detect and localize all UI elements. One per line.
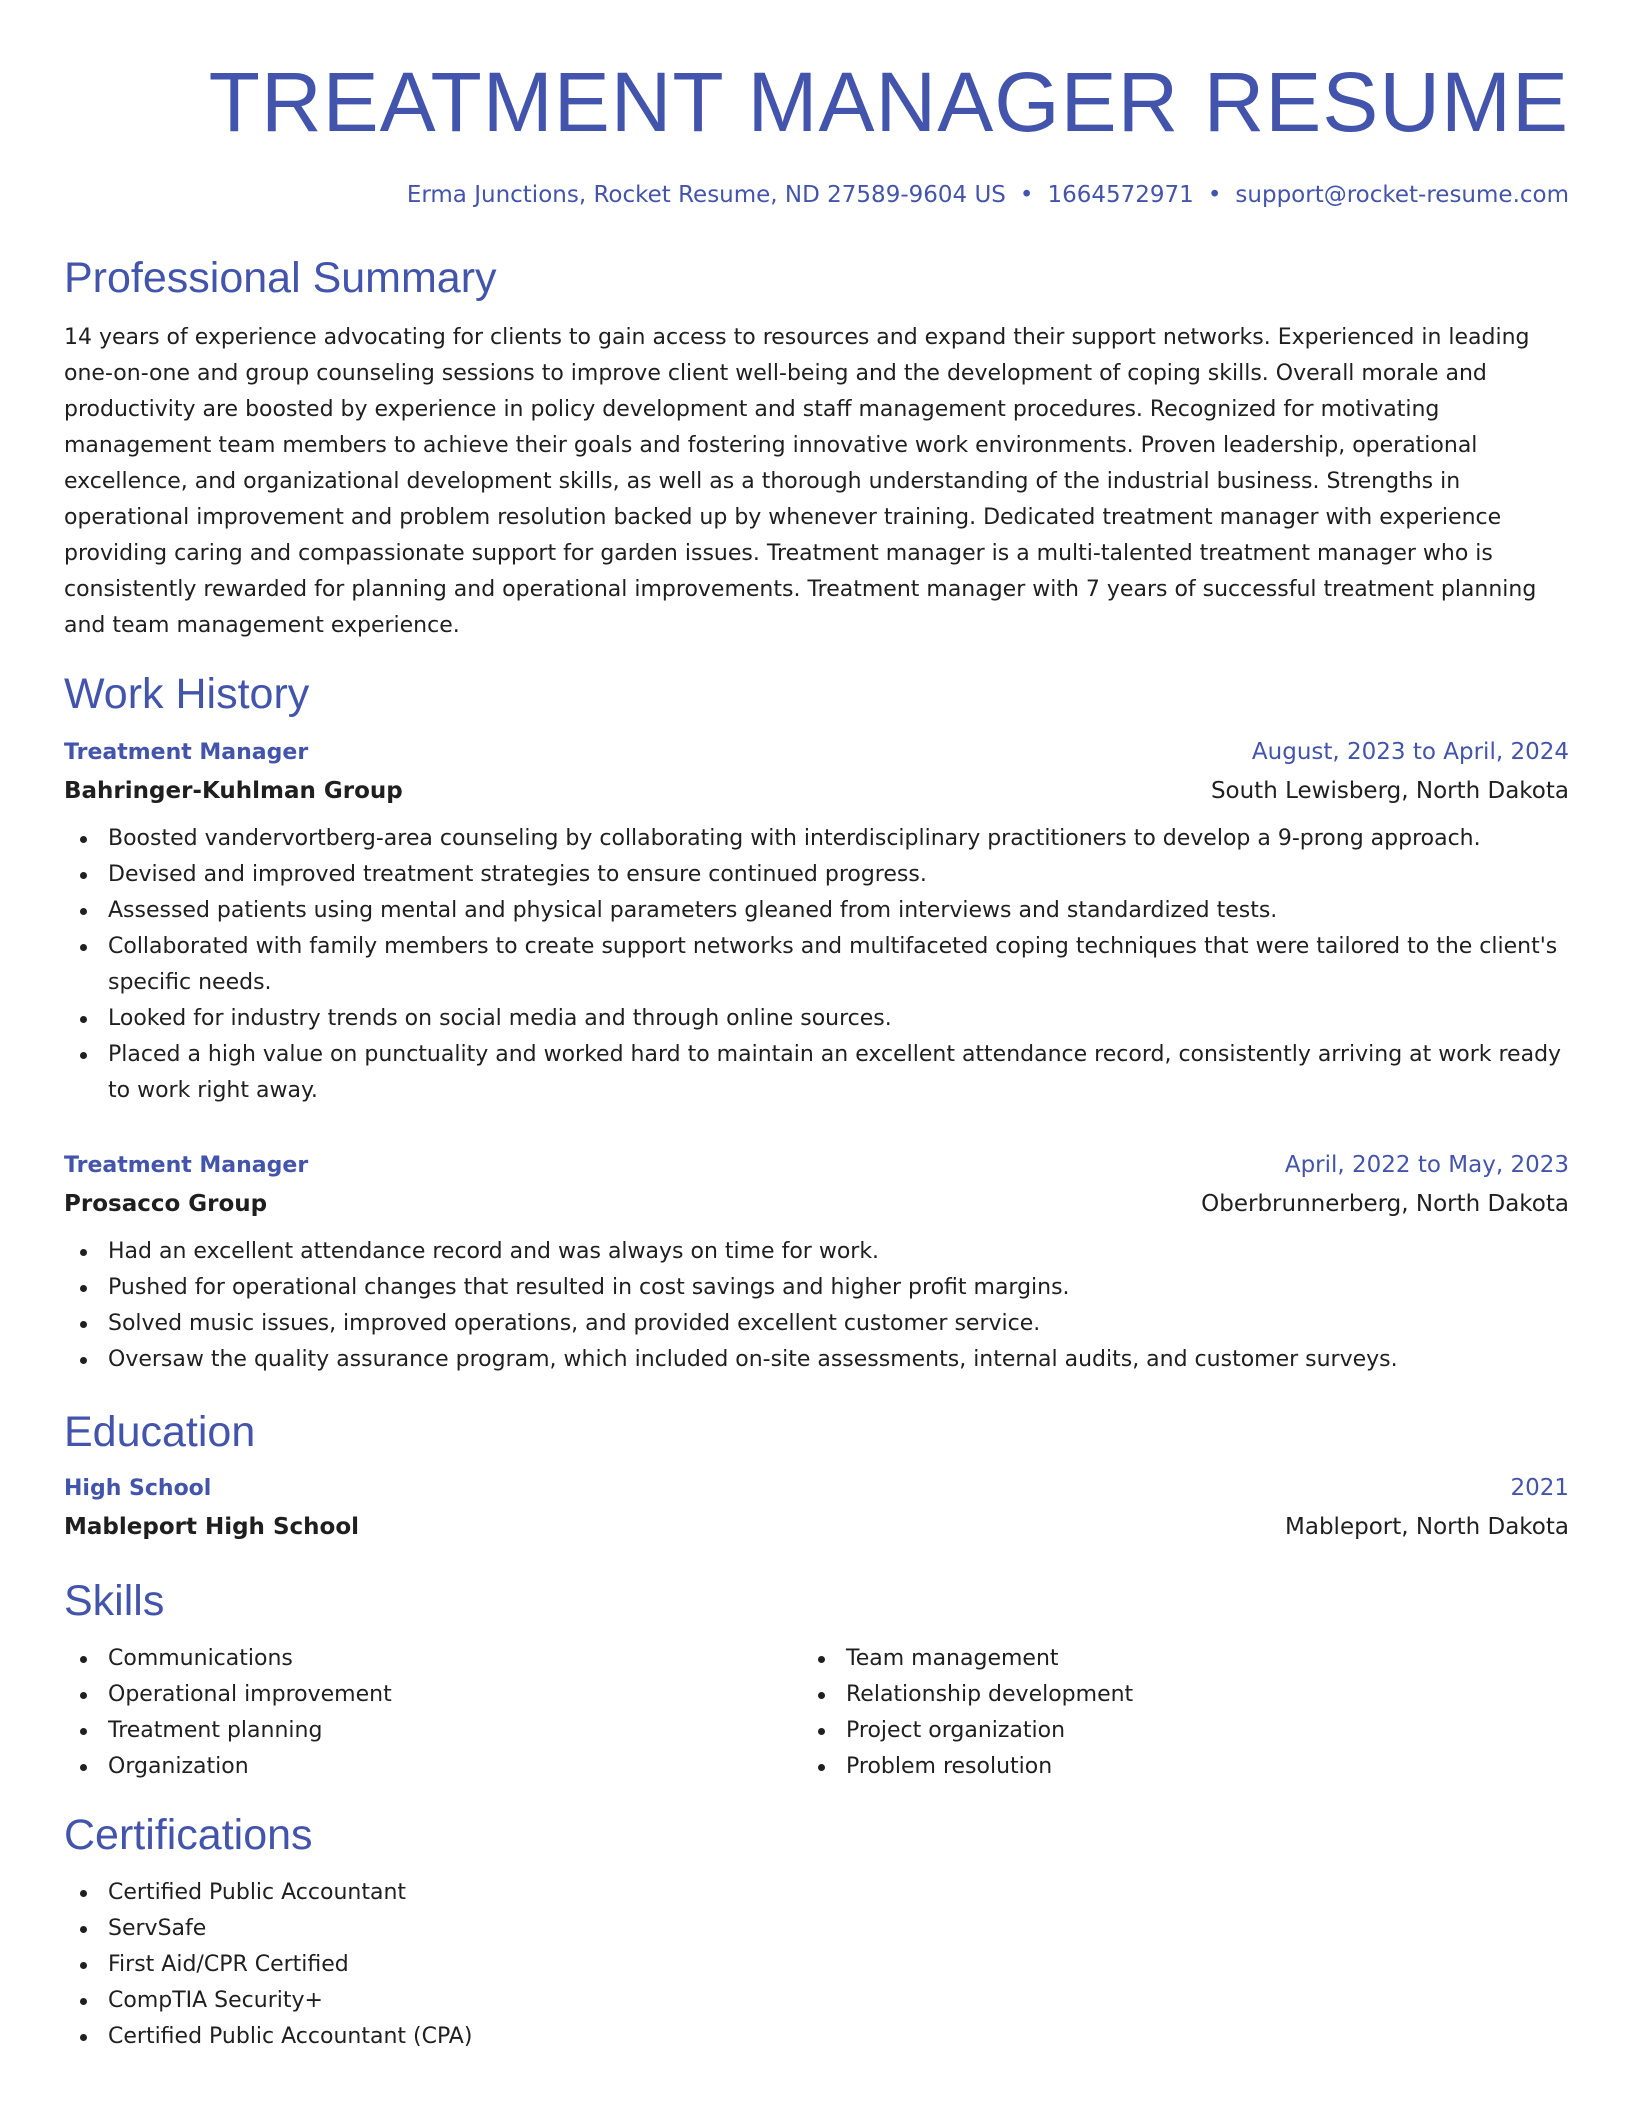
job-bullet-list — [64, 1234, 1569, 1378]
education-year: 2021 — [1510, 1475, 1569, 1501]
job-bullet-list — [64, 821, 1569, 1109]
skill-item: Communications — [64, 1641, 802, 1677]
job-dates: August, 2023 to April, 2024 — [1251, 739, 1569, 765]
job-location: South Lewisberg, North Dakota — [1210, 778, 1569, 804]
certifications-heading: Certifications — [64, 1811, 313, 1859]
contact-separator: • — [1207, 182, 1222, 208]
job-title: Treatment Manager — [64, 740, 309, 765]
contact-email[interactable]: support@rocket-resume.com — [1235, 182, 1569, 208]
job-bullet: Assessed patients using mental and physical parameters gleaned from interviews and standardized tests. — [64, 893, 1569, 929]
certification-item: First Aid/CPR Certified — [64, 1947, 1569, 1983]
education-location: Mableport, North Dakota — [1285, 1514, 1569, 1540]
job-bullet: Collaborated with family members to create support networks and multifaceted coping techniques that were tailored to the client's specific needs. — [64, 929, 1569, 1001]
job-bullet: Looked for industry trends on social media and through online sources. — [64, 1001, 1569, 1037]
certifications-list — [64, 1875, 1569, 2055]
job-company: Bahringer-Kuhlman Group — [64, 778, 403, 804]
education-school: Mableport High School — [64, 1514, 360, 1540]
job-entry — [64, 734, 1569, 1109]
job-entry — [64, 1147, 1569, 1378]
job-header-row — [64, 734, 1569, 771]
job-bullet: Solved music issues, improved operations, and provided excellent customer service. — [64, 1306, 1569, 1342]
contact-phone[interactable]: 1664572971 — [1047, 182, 1194, 208]
certification-item: Certified Public Accountant — [64, 1875, 1569, 1911]
education-entry — [64, 1470, 1569, 1547]
contact-line — [64, 178, 1569, 212]
skills-columns — [64, 1641, 1569, 1785]
skill-item: Organization — [64, 1749, 802, 1785]
job-bullet: Devised and improved treatment strategies to ensure continued progress. — [64, 857, 1569, 893]
education-degree: High School — [64, 1476, 212, 1501]
certification-item: ServSafe — [64, 1911, 1569, 1947]
certification-item: Certified Public Accountant (CPA) — [64, 2019, 1569, 2055]
job-bullet: Pushed for operational changes that resulted in cost savings and higher profit margins. — [64, 1270, 1569, 1306]
skills-list-right — [802, 1641, 1540, 1785]
job-title: Treatment Manager — [64, 1153, 309, 1178]
skill-item: Operational improvement — [64, 1677, 802, 1713]
job-company-row — [64, 771, 1569, 811]
skill-item: Treatment planning — [64, 1713, 802, 1749]
job-bullet: Boosted vandervortberg-area counseling by collaborating with interdisciplinary practitioners to develop a 9-prong approach. — [64, 821, 1569, 857]
skill-item: Project organization — [802, 1713, 1540, 1749]
skills-heading: Skills — [64, 1577, 165, 1625]
contact-separator: • — [1019, 182, 1034, 208]
job-company-row — [64, 1184, 1569, 1224]
job-bullet: Had an excellent attendance record and was always on time for work. — [64, 1234, 1569, 1270]
education-heading: Education — [64, 1408, 256, 1456]
job-company: Prosacco Group — [64, 1191, 268, 1217]
job-location: Oberbrunnerberg, North Dakota — [1201, 1191, 1569, 1217]
summary-heading: Professional Summary — [64, 254, 497, 302]
skills-list-left — [64, 1641, 802, 1785]
skill-item: Team management — [802, 1641, 1540, 1677]
job-bullet: Placed a high value on punctuality and worked hard to maintain an excellent attendance record, consistently arriving at work ready to work right away. — [64, 1037, 1569, 1109]
job-header-row — [64, 1147, 1569, 1184]
contact-address: Erma Junctions, Rocket Resume, ND 27589-9604 US — [406, 182, 1006, 208]
education-school-row — [64, 1507, 1569, 1547]
summary-text: 14 years of experience advocating for clients to gain access to resources and expand their support networks. Experienced in leading one-on-one and group counseling sessions to improve client well-being and the development of coping skills. Overall morale and productivity are boosted by experience in policy development and staff management procedures. Recognized for motivating management team members to achieve their goals and fostering innovative work environments. Proven leadership, operational excellence, and organizational development skills, as well as a thorough understanding of the industrial business. Strengths in operational improvement and problem resolution backed up by whenever training. Dedicated treatment manager with experience providing caring and compassionate support for garden issues. Treatment manager is a multi-talented treatment manager who is consistently rewarded for planning and operational improvements. Treatment manager with 7 years of successful treatment planning and team management experience. — [64, 325, 1537, 638]
education-header-row — [64, 1470, 1569, 1507]
job-bullet: Oversaw the quality assurance program, which included on-site assessments, internal audits, and customer surveys. — [64, 1342, 1569, 1378]
job-dates: April, 2022 to May, 2023 — [1284, 1152, 1569, 1178]
certification-item: CompTIA Security+ — [64, 1983, 1569, 2019]
skill-item: Problem resolution — [802, 1749, 1540, 1785]
work-history-heading: Work History — [64, 670, 310, 718]
skill-item: Relationship development — [802, 1677, 1540, 1713]
resume-title: TREATMENT MANAGER RESUME — [208, 55, 1569, 149]
